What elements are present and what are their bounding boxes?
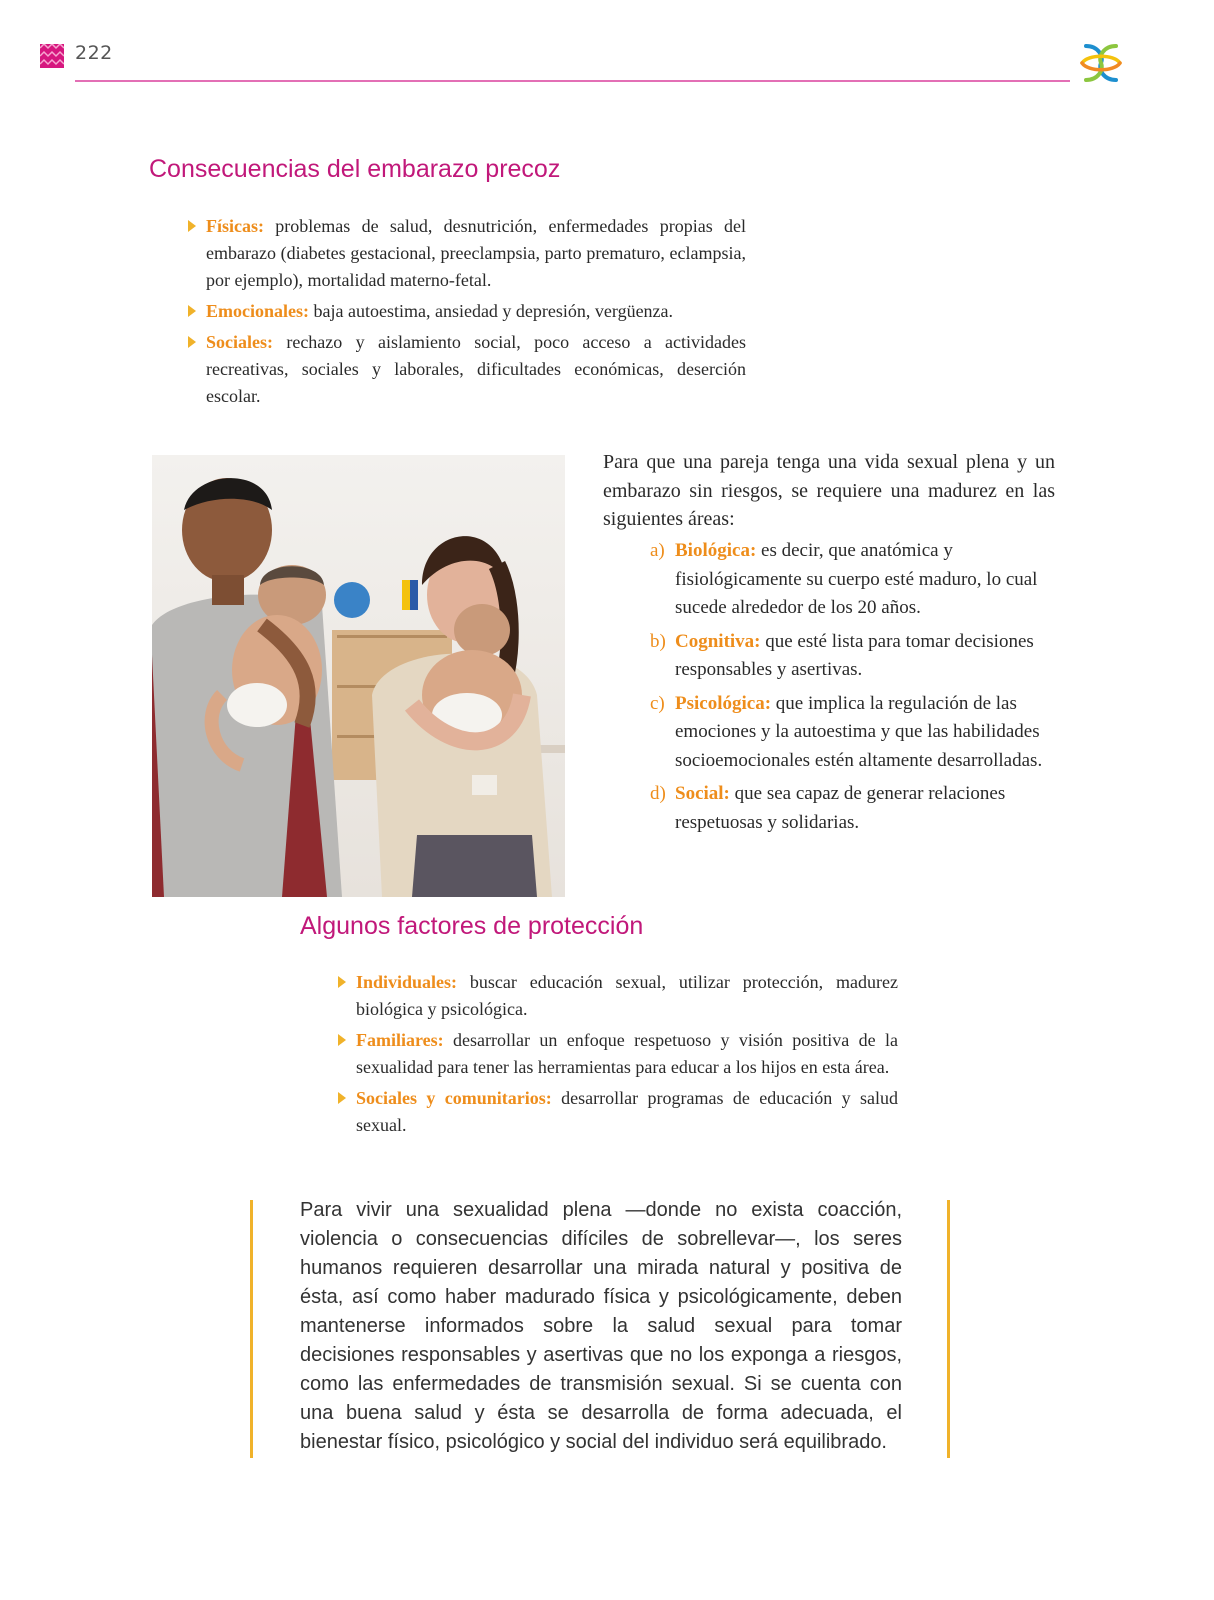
item-text: que implica la regulación de las emociones y la autoestima y que las habilidades socioemocionales estén altamente desarrolladas. [675,692,1043,771]
section-title-consequences: Consecuencias del embarazo precoz [149,155,561,183]
triangle-bullet-icon [188,336,196,348]
header-divider [75,80,1070,82]
list-item [337,1085,898,1139]
callout-left-rule [250,1200,253,1458]
item-term: Emocionales: [206,301,309,321]
woven-pattern-icon [40,44,64,68]
item-text: baja autoestima, ansiedad y depresión, vergüenza. [309,301,674,321]
item-letter: c) [650,692,665,714]
closing-paragraph: Para vivir una sexualidad plena —donde no exista coacción, violencia o consecuencias difíciles de sobrellevar—, los seres humanos requieren desarrollar una mirada natural y positiva de ésta, así como haber madurado física y psicológicamente, deben mantenerse informados sobre la salud sexual para tomar decisiones responsables y asertivas que no los exponga a riesgos, como las enfermedades de transmisión sexual. Si se cuenta con una buena salud y ésta se desarrolla de forma adecuada, el bienestar físico, psicológico y social del individuo será equilibrado. [300,1199,902,1453]
triangle-bullet-icon [188,305,196,317]
item-term: Social: [675,783,730,804]
triangle-bullet-icon [338,976,346,988]
list-item [187,298,746,325]
item-text: problemas de salud, desnutrición, enfermedades propias del embarazo (diabetes gestacional, preeclampsia, parto prematuro, eclampsia, por ejemplo), mortalidad materno-fetal. [206,216,746,290]
list-item [650,690,1050,776]
triangle-bullet-icon [338,1034,346,1046]
item-term: Sociales: [206,332,273,352]
item-term: Físicas: [206,216,264,236]
item-letter: a) [650,540,665,561]
knot-logo-icon [1078,40,1124,86]
list-item [650,537,1050,623]
list-item [337,969,898,1023]
item-letter: b) [650,630,666,652]
page-header [0,0,1214,100]
item-term: Sociales y comunitarios: [356,1088,552,1108]
list-item [650,628,1050,685]
list-item [187,329,746,410]
item-text: desarrollar programas de educación y salud sexual. [356,1088,898,1135]
item-term: Individuales: [356,972,458,992]
list-item [650,780,1050,837]
item-text: rechazo y aislamiento social, poco acceso a actividades recreativas, sociales y laborales, dificultades económicas, deserción escolar. [206,332,746,406]
item-text: desarrollar un enfoque respetuoso y visión positiva de la sexualidad para tener las herramientas para educar a los hijos en esta área. [356,1030,898,1077]
item-term: Psicológica: [675,692,772,714]
item-term: Biológica: [675,540,757,561]
item-text: que esté lista para tomar decisiones responsables y asertivas. [675,630,1034,680]
list-item [187,213,746,294]
protection-list [337,969,898,1143]
triangle-bullet-icon [188,220,196,232]
consequences-list [187,213,746,414]
callout-right-rule [947,1200,950,1458]
page-number: 222 [75,42,113,64]
item-letter: d) [650,783,666,804]
item-term: Familiares: [356,1030,444,1050]
triangle-bullet-icon [338,1092,346,1104]
section-title-protection: Algunos factores de protección [300,912,644,940]
photo-young-couple-with-dolls [152,455,565,897]
item-text: que sea capaz de generar relaciones respetuosas y solidarias. [675,783,1006,833]
maturity-areas-list [650,537,1050,842]
item-term: Cognitiva: [675,630,761,652]
list-item [337,1027,898,1081]
closing-callout [250,1200,950,1458]
item-text: buscar educación sexual, utilizar protección, madurez biológica y psicológica. [356,972,898,1019]
maturity-intro: Para que una pareja tenga una vida sexual plena y un embarazo sin riesgos, se requiere una madurez en las siguientes áreas: [603,451,1055,530]
item-text: es decir, que anatómica y fisiológicamente su cuerpo esté maduro, lo cual sucede alrededor de los 20 años. [675,540,1038,618]
